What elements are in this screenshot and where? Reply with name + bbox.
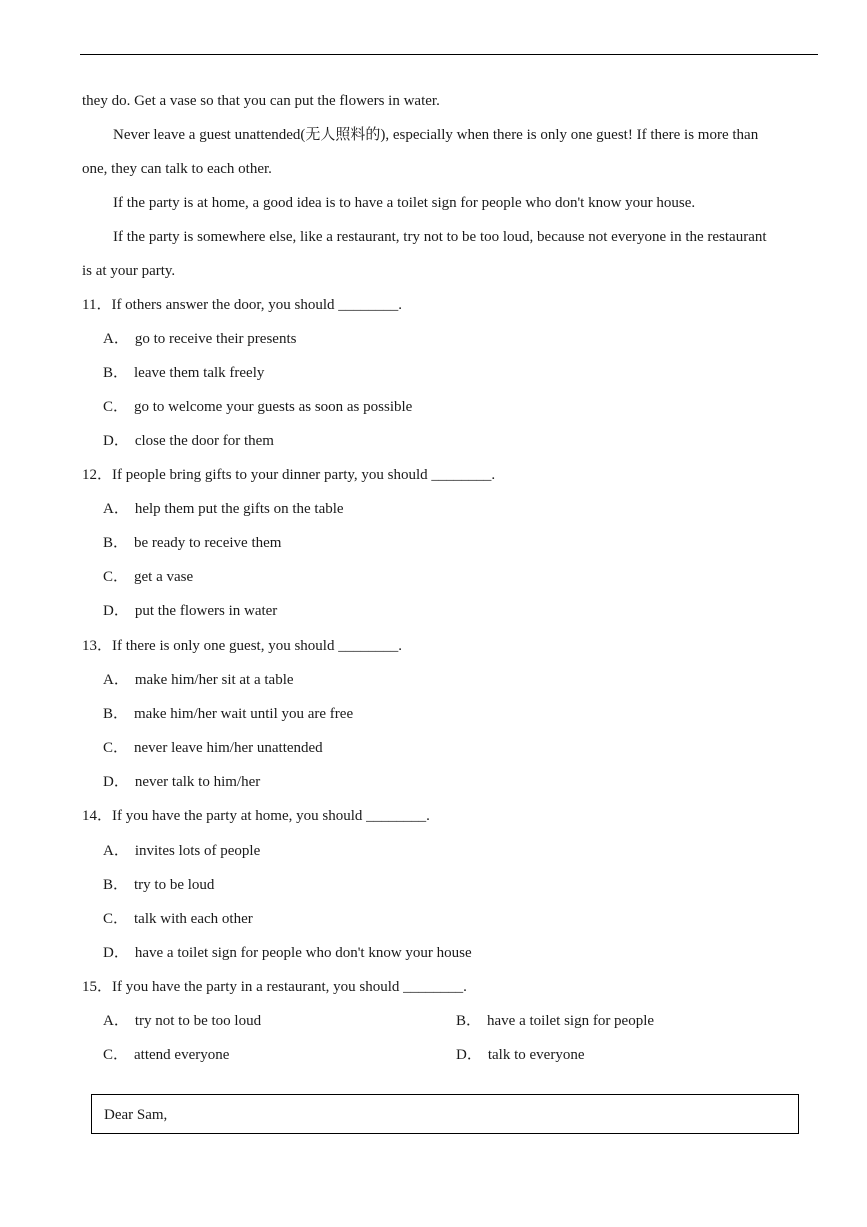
question-15-option-a[interactable] (103, 1011, 261, 1031)
writing-box[interactable] (91, 1094, 799, 1134)
question-15-option-d[interactable] (456, 1045, 584, 1065)
option-text: attend everyone (134, 1047, 230, 1063)
option-letter: B． (103, 877, 129, 893)
option-letter: B． (103, 535, 129, 551)
option-letter: D． (103, 945, 129, 961)
option-text: invites lots of people (134, 843, 261, 859)
option-text: go to welcome your guests as soon as possible (134, 399, 413, 415)
question-13-option-b[interactable] (103, 704, 353, 724)
option-letter: A． (103, 501, 129, 517)
question-13-option-a[interactable] (103, 670, 294, 690)
option-letter: A． (103, 843, 129, 859)
passage-line: If the party is somewhere else, like a restaurant, try not to be too loud, because not everyone in the restaurant (113, 229, 767, 245)
option-text: go to receive their presents (134, 331, 297, 347)
option-letter: D． (103, 774, 129, 790)
option-letter: B． (103, 365, 129, 381)
question-15-option-c[interactable] (103, 1045, 229, 1065)
question-11-option-c[interactable] (103, 397, 412, 417)
question-14-option-c[interactable] (103, 909, 253, 929)
option-text: talk to everyone (487, 1047, 585, 1063)
option-text: get a vase (134, 569, 194, 585)
option-text: never leave him/her unattended (134, 740, 323, 756)
option-letter: A． (103, 1013, 129, 1029)
option-text: try to be loud (134, 877, 215, 893)
question-13-option-d[interactable] (103, 772, 260, 792)
option-text: try not to be too loud (134, 1013, 262, 1029)
option-letter: B． (456, 1013, 482, 1029)
question-12-option-d[interactable] (103, 601, 277, 621)
option-letter: C． (103, 399, 129, 415)
passage-line: one, they can talk to each other. (82, 161, 272, 177)
question-14-option-a[interactable] (103, 841, 260, 861)
question-14-option-d[interactable] (103, 943, 472, 963)
question-15-stem: 15．If you have the party in a restaurant, you should ________. (82, 979, 467, 995)
option-letter: D． (456, 1047, 482, 1063)
question-11-option-b[interactable] (103, 363, 264, 383)
question-13-stem: 13．If there is only one guest, you should ________. (82, 638, 402, 654)
header-rule (80, 54, 818, 55)
option-text: put the flowers in water (134, 603, 278, 619)
question-12-option-c[interactable] (103, 567, 193, 587)
option-text: have a toilet sign for people (487, 1013, 655, 1029)
option-text: leave them talk freely (134, 365, 265, 381)
question-11-stem: 11．If others answer the door, you should ________. (82, 297, 403, 313)
option-text: have a toilet sign for people who don't know your house (134, 945, 472, 961)
option-text: make him/her sit at a table (134, 672, 294, 688)
question-12-stem: 12．If people bring gifts to your dinner party, you should ________. (82, 467, 496, 483)
option-text: never talk to him/her (134, 774, 261, 790)
question-14-option-b[interactable] (103, 875, 214, 895)
question-11-option-d[interactable] (103, 431, 274, 451)
option-text: help them put the gifts on the table (134, 501, 344, 517)
option-text: be ready to receive them (134, 535, 282, 551)
option-letter: C． (103, 740, 129, 756)
option-letter: A． (103, 331, 129, 347)
passage-line: they do. Get a vase so that you can put the flowers in water. (82, 93, 440, 109)
passage-line: If the party is at home, a good idea is to have a toilet sign for people who don't know your house. (113, 195, 696, 211)
option-letter: A． (103, 672, 129, 688)
option-text: talk with each other (134, 911, 253, 927)
question-12-option-b[interactable] (103, 533, 281, 553)
option-text: make him/her wait until you are free (134, 706, 354, 722)
option-letter: C． (103, 1047, 129, 1063)
question-15-option-b[interactable] (456, 1011, 654, 1031)
question-14-stem: 14．If you have the party at home, you should ________. (82, 808, 430, 824)
option-letter: B． (103, 706, 129, 722)
question-12-option-a[interactable] (103, 499, 344, 519)
option-text: close the door for them (134, 433, 274, 449)
option-letter: D． (103, 603, 129, 619)
letter-greeting: Dear Sam, (104, 1107, 168, 1123)
passage-line: is at your party. (82, 263, 176, 279)
option-letter: D． (103, 433, 129, 449)
passage-line: Never leave a guest unattended(无人照料的), especially when there is only one guest! If there is more than (113, 127, 759, 143)
question-11-option-a[interactable] (103, 329, 296, 349)
option-letter: C． (103, 911, 129, 927)
option-letter: C． (103, 569, 129, 585)
question-13-option-c[interactable] (103, 738, 323, 758)
